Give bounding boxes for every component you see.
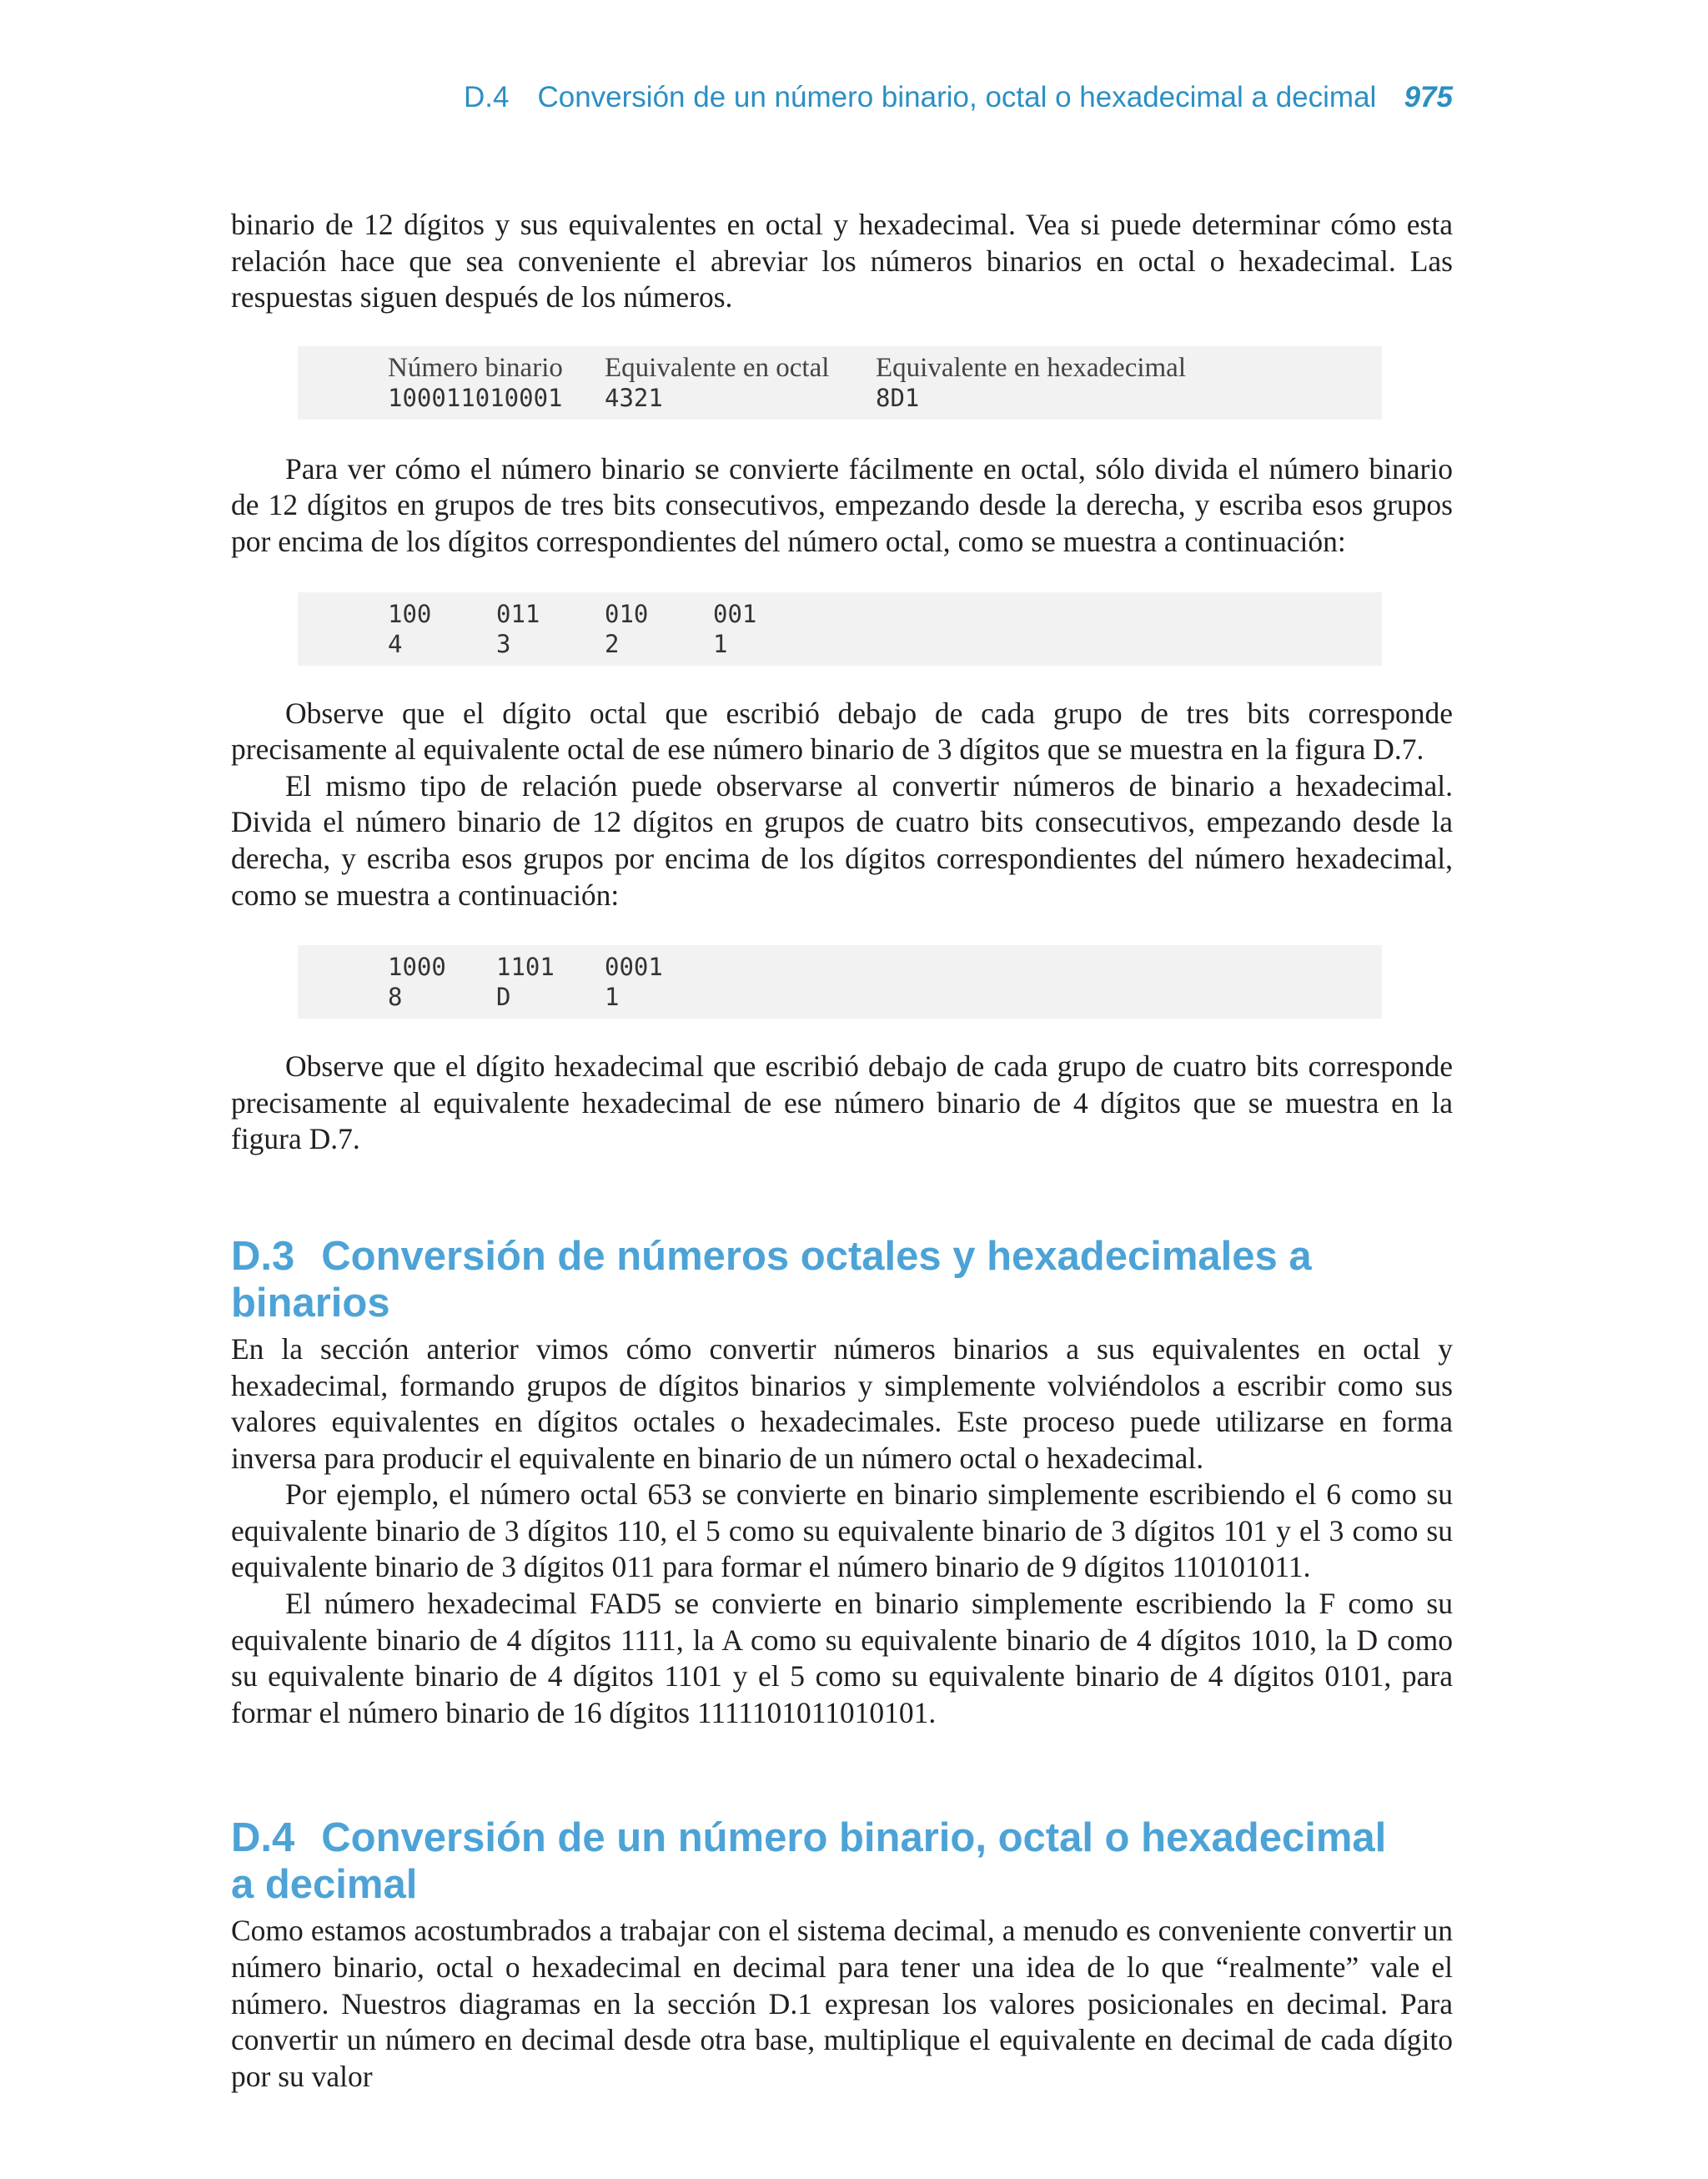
table-cell: 1: [713, 629, 728, 658]
section-title-line-1: Conversión de un número binario, octal o hexadecimal: [321, 1815, 1387, 1861]
table-header-cell: Equivalente en octal: [605, 352, 830, 383]
paragraph: Observe que el dígito octal que escribió debajo de cada grupo de tres bits corresponde precisamente al equivalente octal de ese número binario de 3 dígitos que se muestra en la figura D.7.: [231, 696, 1453, 767]
table-cell: 011: [496, 599, 540, 628]
table-cell: 1000: [388, 953, 446, 982]
table-row: [388, 383, 1186, 413]
running-header-title: [464, 77, 1376, 118]
equivalents-table: [298, 346, 1382, 420]
table-header-cell: Equivalente en hexadecimal: [876, 352, 1186, 383]
paragraph: binario de 12 dígitos y sus equivalentes en octal y hexadecimal. Vea si puede determinar cómo esta relación hace que sea conveniente el abreviar los números binarios en octal o hexadecimal. Las respuestas siguen después de los números.: [231, 208, 1453, 315]
section-number: D.3: [231, 1233, 295, 1279]
table-cell: 001: [713, 599, 757, 628]
page-body: [231, 207, 1453, 2095]
table-cell: 8: [388, 983, 403, 1012]
running-header-section-title: Conversión de un número binario, octal o hexadecimal a decimal: [537, 81, 1377, 113]
table-row: [388, 629, 821, 659]
paragraph: Para ver cómo el número binario se convierte fácilmente en octal, sólo divida el número binario de 12 dígitos en grupos de tres bits consecutivos, empezando desde la derecha, y escriba esos grupos por encima de los dígitos correspondientes del número octal, como se muestra a continuación:: [231, 451, 1453, 558]
table-cell: 0001: [605, 953, 663, 982]
running-header-section-number: D.4: [464, 81, 510, 113]
octal-groups-table-grid: [388, 599, 821, 659]
paragraph: Como estamos acostumbrados a trabajar con el sistema decimal, a menudo es conveniente convertir un número binario, octal o hexadecimal en decimal para tener una idea de lo que “realmente” vale el número. Nuestros diagramas en la sección D.1 expresan los valores posicionales en decimal. Para convertir un número en decimal desde otra base, multiplique el equivalente en decimal de cada dígito por su valor: [231, 1914, 1453, 2093]
table-row: [388, 952, 713, 982]
octal-groups-table: [298, 592, 1382, 666]
paragraph: El mismo tipo de relación puede observarse al convertir números de binario a hexadecimal. Divida el número binario de 12 dígitos en grupos de cuatro bits consecutivos, empezando desde la derecha, y escriba esos grupos por encima de los dígitos correspondientes del número hexadecimal, como se muestra a continuación:: [231, 768, 1453, 912]
hex-groups-table-grid: [388, 952, 713, 1012]
section-heading-d4: [231, 1814, 1453, 1908]
table-cell: 1101: [496, 953, 555, 982]
paragraph: El número hexadecimal FAD5 se convierte en binario simplemente escribiendo la F como su equivalente binario de 4 dígitos 1111, la A como su equivalente binario de 4 dígitos 1010, la D como su equivalente binario de 4 dígitos 1101 y el 5 como su equivalente binario de 4 dígitos 0101, para formar el número binario de 16 dígitos 1111101011010101.: [231, 1587, 1453, 1729]
hex-groups-table: [298, 945, 1382, 1019]
table-cell: D: [496, 983, 511, 1012]
running-header: [464, 77, 1453, 118]
table-row: [388, 599, 821, 629]
table-cell: 010: [605, 599, 649, 628]
page-number: 975: [1404, 81, 1453, 113]
paragraph: Observe que el dígito hexadecimal que escribió debajo de cada grupo de cuatro bits corresponde precisamente al equivalente hexadecimal de ese número binario de 4 dígitos que se muestra en la figura D.7.: [231, 1049, 1453, 1156]
paragraph: En la sección anterior vimos cómo convertir números binarios a sus equivalentes en octal y hexadecimal, formando grupos de dígitos binarios y simplemente volviéndolos a escribir como sus valores equivalentes en dígitos octales o hexadecimales. Este proceso puede utilizarse en forma inversa para producir el equivalente en binario de un número octal o hexadecimal.: [231, 1331, 1453, 1475]
table-cell: 2: [605, 629, 620, 658]
table-header-row: [388, 353, 1186, 383]
table-row: [388, 982, 713, 1012]
table-cell: 100011010001: [388, 383, 563, 412]
table-cell: 100: [388, 599, 432, 628]
table-header-cell: Número binario: [388, 352, 563, 383]
section-heading-d3: [231, 1233, 1453, 1326]
paragraph: Por ejemplo, el número octal 653 se convierte en binario simplemente escribiendo el 6 como su equivalente binario de 3 dígitos 110, el 5 como su equivalente binario de 3 dígitos 101 y el 3 como su equivalente binario de 3 dígitos 011 para formar el número binario de 9 dígitos 110101011.: [231, 1477, 1453, 1584]
table-cell: 4321: [605, 383, 663, 412]
section-title: Conversión de números octales y hexadecimales a binarios: [231, 1233, 1312, 1326]
section-title-line-2: a decimal: [231, 1862, 418, 1908]
section-number: D.4: [231, 1815, 295, 1861]
table-cell: 3: [496, 629, 511, 658]
table-cell: 8D1: [876, 383, 920, 412]
equivalents-table-grid: [388, 353, 1186, 413]
table-cell: 4: [388, 629, 403, 658]
table-cell: 1: [605, 983, 620, 1012]
